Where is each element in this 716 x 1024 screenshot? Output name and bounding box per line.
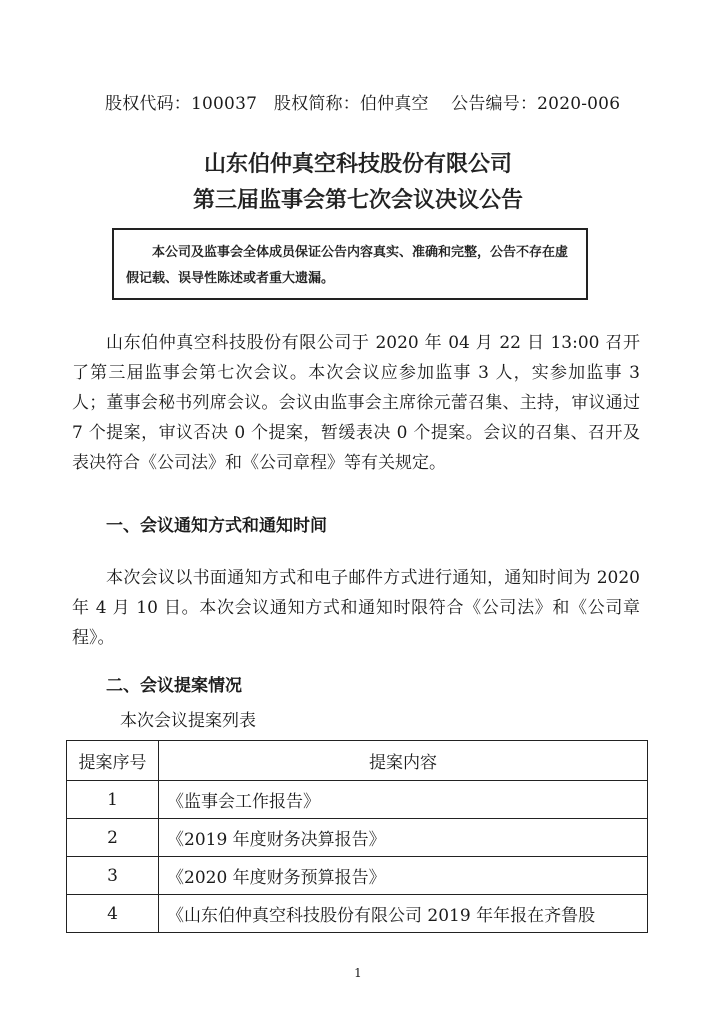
proposal-no: 1 [67,781,159,819]
proposal-no: 2 [67,819,159,857]
section-heading-2: 二、会议提案情况 [106,676,242,696]
table-header-row [67,741,648,781]
title-resolution: 第三届监事会第七次会议决议公告 [192,188,523,213]
table-caption: 本次会议提案列表 [120,711,256,731]
announcement-no-label: 公告编号： [451,94,538,114]
header-proposal-content: 提案内容 [159,741,648,781]
table-row [67,781,648,819]
announcement-header [105,92,645,116]
proposal-no: 4 [67,895,159,933]
page-number: 1 [354,966,362,980]
proposal-table [66,740,648,933]
table-row [67,895,648,933]
notice-box: 本公司及监事会全体成员保证公告内容真实、准确和完整，公告不存在虚假记载、误导性陈述或者重大遗漏。 [112,228,588,300]
header-proposal-no: 提案序号 [67,741,159,781]
proposal-content: 《山东伯仲真空科技股份有限公司 2019 年年报在齐鲁股 [159,895,648,933]
table-row [67,819,648,857]
stock-code: 100037 [191,94,258,114]
section-body-1: 本次会议以书面通知方式和电子邮件方式进行通知，通知时间为 2020 年 4 月 10 日。本次会议通知方式和通知时限符合《公司法》和《公司章程》。 [72,568,640,648]
section-heading-1: 一、会议通知方式和通知时间 [106,516,327,536]
stock-abbr: 伯仲真空 [359,94,429,114]
table-row [67,857,648,895]
intro-paragraph: 山东伯仲真空科技股份有限公司于 2020 年 04 月 22 日 13:00 召开了第三届监事会第七次会议。本次会议应参加监事 3 人，实参加监事 3 人；董事会秘书列席会议。会议由监事会主席徐元蕾召集、主持，审议通过 7 个提案，审议否决 0 个提案，暂缓表决 0 个提案。会议的召集、召开及表决符合《公司法》和《公司章程》等有关规定。 [72,333,640,473]
proposal-no: 3 [67,857,159,895]
proposal-content: 《2020 年度财务预算报告》 [159,857,648,895]
proposal-content: 《监事会工作报告》 [159,781,648,819]
title-company: 山东伯仲真空科技股份有限公司 [203,152,512,177]
stock-code-label: 股权代码： [105,94,191,114]
announcement-no: 2020-006 [537,94,621,114]
proposal-content: 《2019 年度财务决算报告》 [159,819,648,857]
stock-abbr-label: 股权简称： [273,94,360,114]
